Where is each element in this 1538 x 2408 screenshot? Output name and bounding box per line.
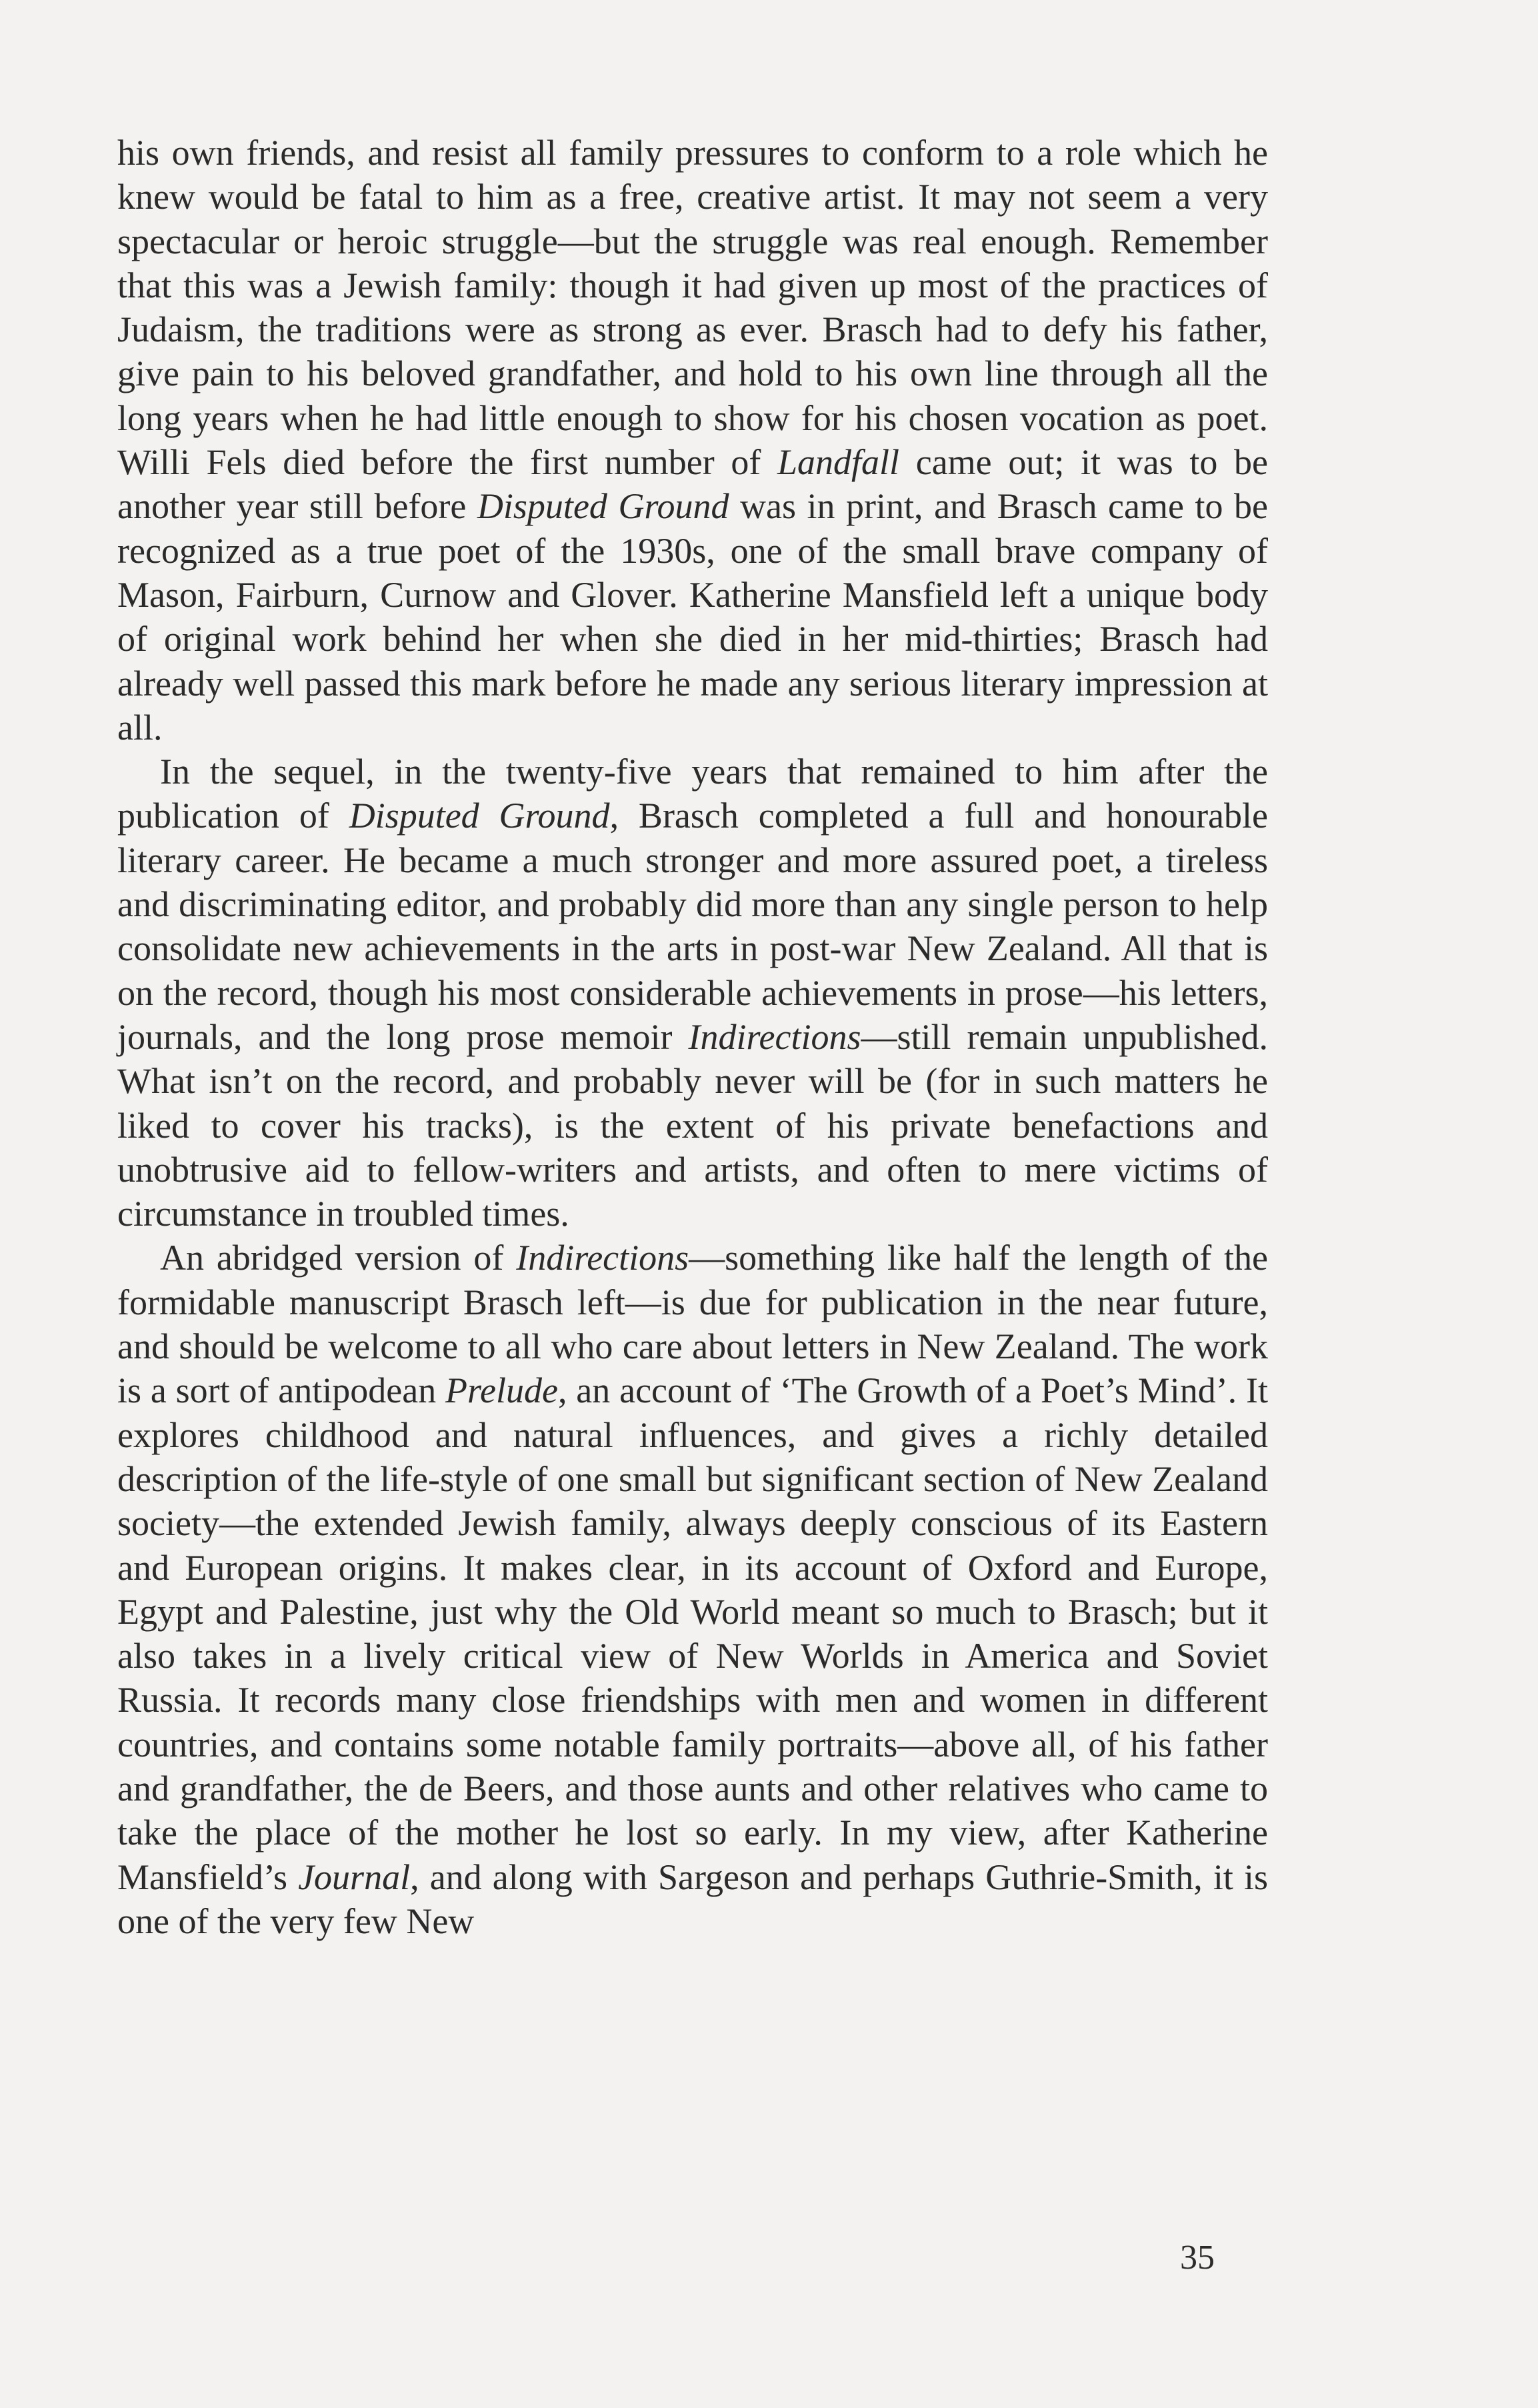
italic-title: Disputed Ground bbox=[349, 796, 610, 836]
paragraph bbox=[117, 750, 1268, 1236]
italic-title: Prelude bbox=[445, 1370, 558, 1411]
text-run: —still remain unpublished. What isn’t on the record, and probably never will be (for in such matters he liked to cover his tracks), is the extent of his private benefactions and unobtrusive aid to fellow-writers and artists, and often to mere victims of circumstance in troubled times. bbox=[117, 1016, 1268, 1234]
italic-title: Disputed Ground bbox=[477, 486, 729, 527]
paragraph bbox=[117, 131, 1268, 750]
italic-title: Indirections bbox=[688, 1016, 861, 1057]
text-run: was in print, and Brasch came to be recognized as a true poet of the 1930s, one of the small brave company of Mason, Fairburn, Curnow and Glover. Katherine Mansfield left a unique body of original work behind her when she died in her mid-thirties; Brasch had already well passed this mark before he made any serious literary impression at all. bbox=[117, 486, 1269, 748]
text-run: his own friends, and resist all family pressures to conform to a role which he knew would be fatal to him as a free, creative artist. It may not seem a very spectacular or heroic struggle—but the struggle was real enough. Remember that this was a Jewish family: though it had given up most of the practices of Judaism, the traditions were as strong as ever. Brasch had to defy his father, give pain to his beloved grandfather, and hold to his own line through all the long years when he had little enough to show for his chosen vocation as poet. Willi Fels died before the first number of bbox=[117, 133, 1268, 483]
text-run: , Brasch completed a full and honourable literary career. He became a much stronger and more assured poet, a tireless and discriminating editor, and probably did more than any single person to help consolidate new achievements in the arts in post-war New Zealand. All that is on the record, though his most considerable achievements in prose—his letters, journals, and the long prose memoir bbox=[117, 796, 1268, 1057]
page-number: 35 bbox=[1180, 2239, 1215, 2277]
italic-title: Landfall bbox=[777, 442, 900, 483]
paragraph bbox=[117, 1236, 1268, 1943]
text-run: , an account of ‘The Growth of a Poet’s Mind’. It explores childhood and natural influences, and gives a richly detailed description of the life-style of one small but significant section of New Zealand society—the extended Jewish family, always deeply conscious of its Eastern and European origins. It makes clear, in its account of Oxford and Europe, Egypt and Palestine, just why the Old World meant so much to Brasch; but it also takes in a lively critical view of New Worlds in America and Soviet Russia. It records many close friendships with men and women in different countries, and contains some notable family portraits—above all, of his father and grandfather, the de Beers, and those aunts and other relatives who came to take the place of the mother he lost so early. In my view, after Katherine Mansfield’s bbox=[117, 1370, 1268, 1897]
text-run: , and along with Sargeson and perhaps Guthrie-Smith, it is one of the very few New bbox=[117, 1857, 1268, 1941]
text-run: An abridged version of bbox=[160, 1238, 517, 1278]
body-text bbox=[117, 131, 1268, 1943]
italic-title: Indirections bbox=[516, 1238, 689, 1278]
text-run: —something like half the length of the formidable manuscript Brasch left—is due for publication in the near future, and should be welcome to all who care about letters in New Zealand. The work is a sort of antipodean bbox=[117, 1238, 1268, 1411]
text-run: came out; it was to be another year still before bbox=[117, 442, 1268, 527]
text-run: In the sequel, in the twenty-five years that remained to him after the publication of bbox=[117, 752, 1268, 836]
italic-title: Journal bbox=[298, 1857, 411, 1897]
